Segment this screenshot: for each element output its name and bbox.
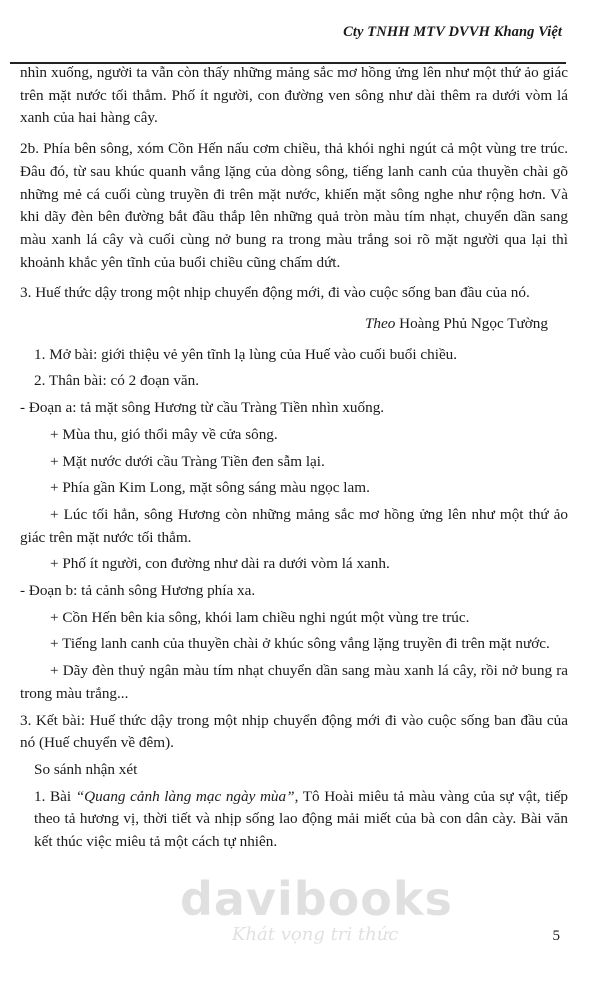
- watermark: [180, 872, 453, 962]
- outline-section-a: - Đoạn a: tả mặt sông Hương từ cầu Tràng Tiền nhìn xuống.: [20, 399, 385, 417]
- paragraph-continuation: nhìn xuống, người ta vẫn còn thấy những mảng sắc mơ hồng ửng lên như một thứ ảo giác trên mặt nước tối thẳm. Phố ít người, con đường ven sông như dài thêm ra dưới vòm lá xanh của hai hàng cây.: [20, 64, 568, 127]
- page-number: 5: [552, 928, 560, 944]
- outline-b-item-3: + Dãy đèn thuỷ ngân màu tím nhạt chuyển dần sang màu xanh lá cây, rồi nở bung ra trong màu trắng...: [20, 662, 568, 702]
- outline-a-item-2: + Mặt nước dưới cầu Tràng Tiền đen sẫm lại.: [50, 452, 325, 470]
- outline-a-item-4: + Lúc tối hẳn, sông Hương còn những mảng sắc mơ hồng ửng lên như một thứ ảo giác trên mặt nước tối thẳm.: [20, 505, 568, 546]
- comparison-rest: , Tô Hoài miêu tả màu vàng của sự vật, tiếp theo tả hương vị, thời tiết và nhịp sống lao động mải miết của bà con dân cày. Bài văn kết thúc việc miêu tả một cách tự nhiên.: [34, 787, 568, 851]
- publisher-name: Cty TNHH MTV DVVH Khang Việt: [343, 24, 562, 40]
- outline-intro: 1. Mở bài: giới thiệu vẻ yên tĩnh lạ lùng của Huế vào cuối buổi chiều.: [34, 345, 458, 363]
- comparison-item-1: [20, 786, 568, 854]
- paragraph-2b: 2b. Phía bên sông, xóm Cồn Hến nấu cơm chiều, thả khói nghi ngút cả một vùng tre trúc. Đâu đó, từ sau khúc quanh vắng lặng của dòng sông, tiếng lanh canh của thuyền chài gõ những mẻ cá cuối cùng truyền đi trên mặt nước, khiến mặt sông nghe như rộng hơn. Và khi dãy đèn bên đường bắt đầu thắp lên những quả tròn màu tím nhạt, chuyển dần sang màu xanh lá cây và cuối cùng nở bung ra trong màu trắng soi rõ mặt người qua lại thì khoảnh khắc yên tĩnh của buổi chiều cũng chấm dứt.: [20, 140, 568, 271]
- watermark-tagline: Khát vọng tri thức: [232, 924, 399, 945]
- outline-a-item-3: + Phía gần Kim Long, mặt sông sáng màu ngọc lam.: [50, 479, 370, 497]
- source-credit: [20, 313, 568, 336]
- outline-b-item-1: + Cồn Hến bên kia sông, khói lam chiều nghi ngút một vùng tre trúc.: [50, 608, 470, 626]
- comparison-prefix: 1. Bài: [34, 787, 72, 805]
- outline-section-b: - Đoạn b: tả cảnh sông Hương phía xa.: [20, 582, 256, 600]
- credit-prefix: Theo: [364, 315, 396, 333]
- outline-conclusion: 3. Kết bài: Huế thức dậy trong một nhịp chuyển động mới đi vào cuộc sống ban đầu của nó (Huế chuyển về đêm).: [20, 711, 568, 752]
- running-header: [0, 18, 600, 46]
- watermark-brand: davibooks: [180, 872, 453, 926]
- outline-b-item-2: + Tiếng lanh canh của thuyền chài ở khúc sông vắng lặng truyền đi trên mặt nước.: [50, 635, 550, 653]
- page-body: [20, 62, 568, 862]
- outline-a-item-1: + Mùa thu, gió thổi mây về cửa sông.: [50, 425, 278, 443]
- outline-body: 2. Thân bài: có 2 đoạn văn.: [34, 372, 200, 390]
- outline-a-item-5: + Phố ít người, con đường như dài ra dưới vòm lá xanh.: [50, 555, 390, 573]
- credit-author: Hoàng Phủ Ngọc Tường: [399, 315, 548, 333]
- comparison-heading: So sánh nhận xét: [34, 760, 138, 778]
- paragraph-3: 3. Huế thức dậy trong một nhịp chuyển động mới, đi vào cuộc sống ban đầu của nó.: [20, 284, 530, 302]
- comparison-title: “Quang cảnh làng mạc ngày mùa”: [75, 787, 295, 805]
